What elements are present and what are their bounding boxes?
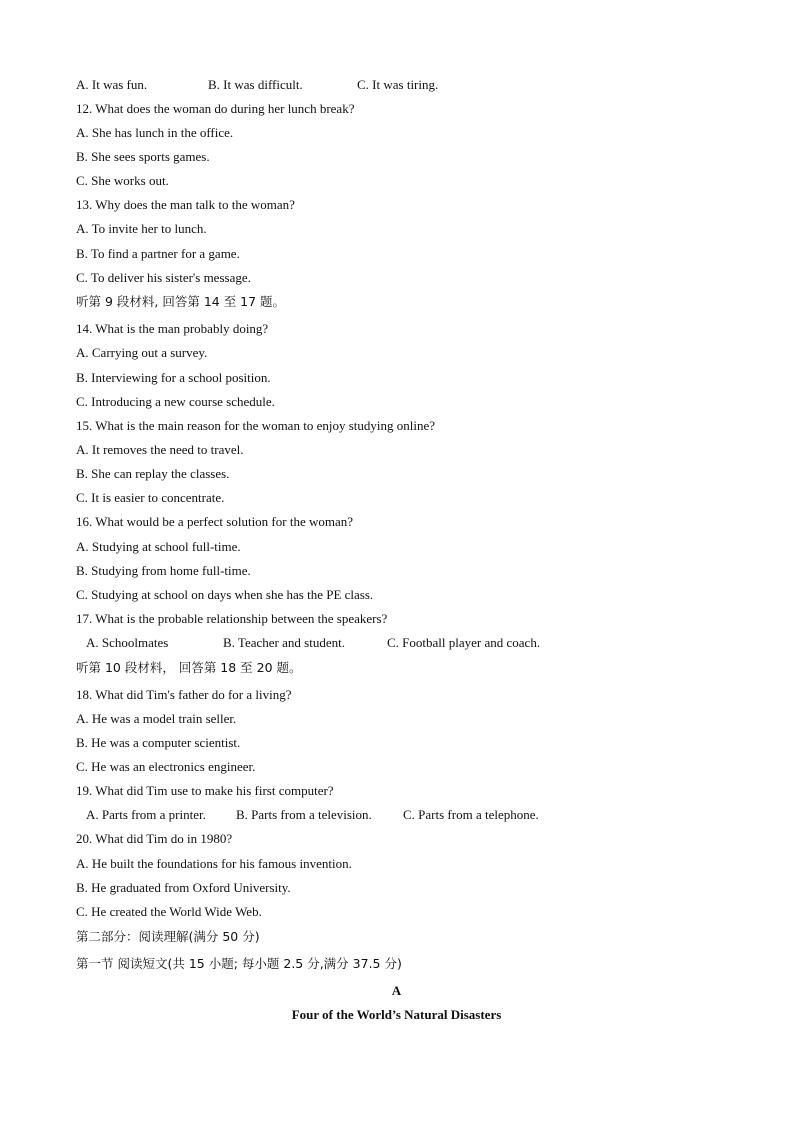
q11-option-c: C. It was tiring. xyxy=(357,77,439,92)
question-18: 18. What did Tim's father do for a living? xyxy=(76,687,292,702)
q13-option-c: C. To deliver his sister's message. xyxy=(76,270,251,285)
q17-option-a: A. Schoolmates xyxy=(86,635,169,650)
q11-option-a: A. It was fun. xyxy=(76,77,148,92)
q11-option-b: B. It was difficult. xyxy=(208,77,303,92)
q20-option-b: B. He graduated from Oxford University. xyxy=(76,880,291,895)
q12-option-c: C. She works out. xyxy=(76,173,169,188)
q19-option-c: C. Parts from a telephone. xyxy=(403,807,539,822)
q20-option-c: C. He created the World Wide Web. xyxy=(76,904,262,919)
q13-option-a: A. To invite her to lunch. xyxy=(76,221,207,236)
q15-option-a: A. It removes the need to travel. xyxy=(76,442,244,457)
q16-option-b: B. Studying from home full-time. xyxy=(76,563,251,578)
section-one-heading: 第一节 阅读短文(共 15 小题; 每小题 2.5 分,满分 37.5 分) xyxy=(76,956,402,971)
q16-option-a: A. Studying at school full-time. xyxy=(76,539,241,554)
q16-option-c: C. Studying at school on days when she has the PE class. xyxy=(76,587,374,602)
question-20: 20. What did Tim do in 1980? xyxy=(76,831,233,846)
question-15: 15. What is the main reason for the woman to enjoy studying online? xyxy=(76,418,435,433)
q14-option-b: B. Interviewing for a school position. xyxy=(76,370,271,385)
q15-option-b: B. She can replay the classes. xyxy=(76,466,230,481)
q17-option-b: B. Teacher and student. xyxy=(223,635,345,650)
part-two-heading: 第二部分：阅读理解(满分 50 分) xyxy=(76,929,260,944)
q18-option-a: A. He was a model train seller. xyxy=(76,711,237,726)
q14-option-a: A. Carrying out a survey. xyxy=(76,345,208,360)
section-instruction-10: 听第 10 段材料， 回答第 18 至 20 题。 xyxy=(76,660,302,675)
question-19: 19. What did Tim use to make his first computer? xyxy=(76,783,334,798)
q12-option-b: B. She sees sports games. xyxy=(76,149,210,164)
section-instruction-9: 听第 9 段材料, 回答第 14 至 17 题。 xyxy=(76,294,286,309)
question-16: 16. What would be a perfect solution for the woman? xyxy=(76,514,354,529)
q18-option-b: B. He was a computer scientist. xyxy=(76,735,241,750)
question-12: 12. What does the woman do during her lunch break? xyxy=(76,101,355,116)
passage-letter: A xyxy=(391,983,402,998)
q15-option-c: C. It is easier to concentrate. xyxy=(76,490,225,505)
q13-option-b: B. To find a partner for a game. xyxy=(76,246,240,261)
question-14: 14. What is the man probably doing? xyxy=(76,321,269,336)
question-17: 17. What is the probable relationship between the speakers? xyxy=(76,611,388,626)
q12-option-a: A. She has lunch in the office. xyxy=(76,125,234,140)
q18-option-c: C. He was an electronics engineer. xyxy=(76,759,256,774)
q17-option-c: C. Football player and coach. xyxy=(387,635,541,650)
question-13: 13. Why does the man talk to the woman? xyxy=(76,197,295,212)
q19-option-b: B. Parts from a television. xyxy=(236,807,372,822)
passage-title: Four of the World’s Natural Disasters xyxy=(291,1007,502,1022)
q19-option-a: A. Parts from a printer. xyxy=(86,807,206,822)
q14-option-c: C. Introducing a new course schedule. xyxy=(76,394,275,409)
q20-option-a: A. He built the foundations for his famous invention. xyxy=(76,856,352,871)
